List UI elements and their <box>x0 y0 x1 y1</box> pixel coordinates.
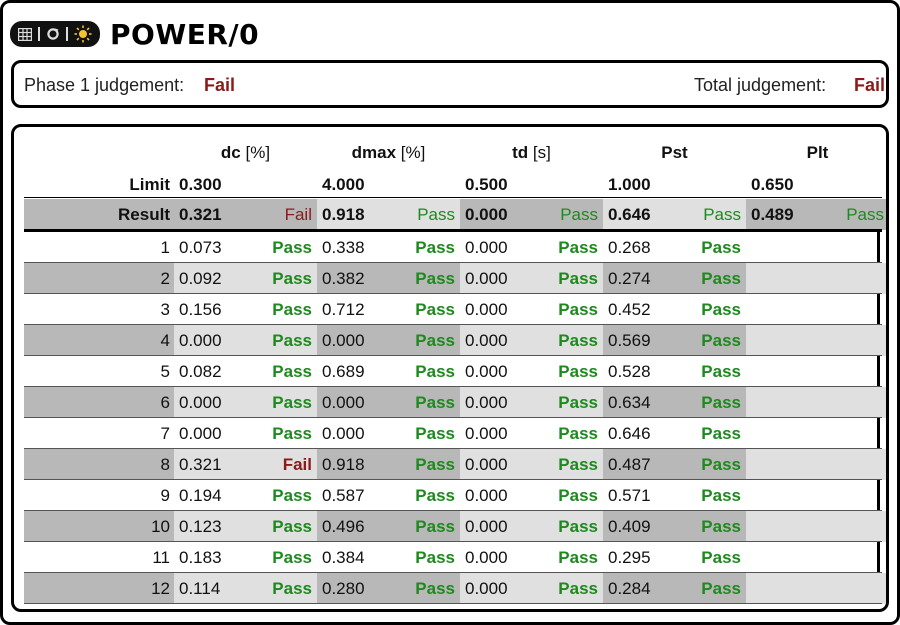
cell-value: 0.321 <box>174 449 317 480</box>
cell-judgement: Pass <box>558 269 598 288</box>
cell-judgement: Pass <box>558 424 598 443</box>
cell-empty <box>746 387 889 418</box>
cell-judgement: Pass <box>701 269 741 288</box>
column-header-unit: [s] <box>528 143 551 162</box>
cell-empty <box>746 232 889 263</box>
cell-value: 0.000 <box>465 300 508 319</box>
table-row <box>24 542 882 573</box>
cell-value: 0.114 <box>174 573 317 604</box>
column-header-name: Pst <box>661 143 688 162</box>
table-row <box>24 418 882 449</box>
limit-row <box>24 169 882 200</box>
cell-value: 0.000 <box>465 548 508 567</box>
table-row <box>24 387 882 418</box>
cell-value: 0.000 <box>174 387 317 418</box>
cell-empty <box>746 356 889 387</box>
header <box>10 14 259 54</box>
cell-judgement: Pass <box>701 579 741 598</box>
table-row <box>24 511 882 542</box>
phase-judgement-label: Phase 1 judgement: <box>24 75 185 95</box>
limit-value: 0.650 <box>751 175 794 194</box>
cell-empty <box>746 449 889 480</box>
cell-judgement: Pass <box>415 579 455 598</box>
cell-judgement: Fail <box>282 455 312 474</box>
cell-judgement: Pass <box>701 362 741 381</box>
table-row <box>24 449 882 480</box>
cell-judgement: Pass <box>701 517 741 536</box>
cell-judgement: Pass <box>558 300 598 319</box>
cell-value: 0.452 <box>608 300 651 319</box>
column-header-plt <box>746 143 889 163</box>
toolbar-separator <box>66 27 68 41</box>
cell-judgement: Pass <box>415 238 455 257</box>
cell-judgement: Pass <box>415 300 455 319</box>
cell-judgement: Pass <box>272 238 312 257</box>
cell-judgement: Pass <box>558 579 598 598</box>
cell-value: 0.569 <box>603 325 746 356</box>
cell-value: 0.528 <box>608 362 651 381</box>
cell-value: 0.689 <box>322 362 365 381</box>
cell-value: 0.183 <box>179 548 222 567</box>
cell-value: 0.000 <box>460 449 603 480</box>
cell-judgement: Pass <box>272 548 312 567</box>
result-judgement: Fail <box>284 205 312 224</box>
cell-judgement: Pass <box>272 517 312 536</box>
cell-value: 0.123 <box>174 511 317 542</box>
cell-value: 0.194 <box>179 486 222 505</box>
table-icon[interactable] <box>18 28 32 41</box>
row-index: 10 <box>24 511 174 542</box>
result-value: 0.489 <box>746 199 889 230</box>
row-index: 12 <box>24 573 174 604</box>
result-row <box>24 199 882 230</box>
refresh-icon[interactable] <box>46 27 60 41</box>
limit-value: 0.300 <box>179 175 222 194</box>
cell-value: 0.000 <box>465 362 508 381</box>
cell-judgement: Pass <box>701 238 741 257</box>
cell-judgement: Pass <box>701 455 741 474</box>
total-judgement-value: Fail <box>854 75 886 95</box>
cell-value: 0.284 <box>603 573 746 604</box>
result-judgement: Pass <box>417 205 455 224</box>
cell-value: 0.384 <box>322 548 365 567</box>
cell-value: 0.000 <box>460 263 603 294</box>
limit-label: Limit <box>129 175 170 194</box>
cell-value: 0.280 <box>317 573 460 604</box>
cell-judgement: Pass <box>415 486 455 505</box>
toolbar-separator <box>38 27 40 41</box>
cell-judgement: Pass <box>558 238 598 257</box>
phase-judgement-value: Fail <box>204 75 236 95</box>
cell-judgement: Pass <box>415 362 455 381</box>
row-index: 7 <box>160 424 170 443</box>
column-header-name: Plt <box>806 143 829 162</box>
cell-value: 0.274 <box>603 263 746 294</box>
table-row <box>24 573 882 604</box>
cell-judgement: Pass <box>272 486 312 505</box>
cell-judgement: Pass <box>701 393 741 412</box>
cell-value: 0.496 <box>317 511 460 542</box>
cell-judgement: Pass <box>415 517 455 536</box>
cell-value: 0.571 <box>608 486 651 505</box>
cell-judgement: Pass <box>701 548 741 567</box>
results-table <box>11 124 889 612</box>
column-header-dc <box>174 143 317 163</box>
cell-value: 0.295 <box>608 548 651 567</box>
result-label: Result <box>24 199 174 230</box>
cell-value: 0.000 <box>465 424 508 443</box>
column-header-td <box>460 143 603 163</box>
cell-judgement: Pass <box>701 300 741 319</box>
row-index: 4 <box>24 325 174 356</box>
cell-value: 0.000 <box>317 325 460 356</box>
divider-line <box>24 197 882 198</box>
cell-judgement: Pass <box>272 424 312 443</box>
cell-judgement: Pass <box>558 393 598 412</box>
cell-judgement: Pass <box>272 362 312 381</box>
row-index: 1 <box>160 238 170 257</box>
cell-judgement: Pass <box>415 424 455 443</box>
cell-empty <box>746 573 889 604</box>
cell-value: 0.918 <box>317 449 460 480</box>
cell-judgement: Pass <box>558 331 598 350</box>
cell-empty <box>746 542 889 573</box>
cell-judgement: Pass <box>415 393 455 412</box>
cell-judgement: Pass <box>272 269 312 288</box>
result-judgement: Pass <box>846 205 884 224</box>
row-index: 3 <box>160 300 170 319</box>
cell-value: 0.000 <box>460 387 603 418</box>
column-header-pst <box>603 143 746 163</box>
row-index: 11 <box>152 548 170 567</box>
row-separator <box>24 603 882 604</box>
table-row <box>24 232 882 263</box>
cell-value: 0.268 <box>608 238 651 257</box>
cell-value: 0.156 <box>179 300 222 319</box>
cell-empty <box>746 418 889 449</box>
cell-value: 0.338 <box>322 238 365 257</box>
result-judgement: Pass <box>560 205 598 224</box>
result-judgement: Pass <box>703 205 741 224</box>
row-index: 9 <box>160 486 170 505</box>
result-value: 0.000 <box>460 199 603 230</box>
cell-value: 0.409 <box>603 511 746 542</box>
cell-value: 0.000 <box>465 238 508 257</box>
row-index: 8 <box>24 449 174 480</box>
cell-judgement: Pass <box>272 579 312 598</box>
cell-judgement: Pass <box>558 517 598 536</box>
cell-judgement: Pass <box>415 455 455 474</box>
cell-value: 0.000 <box>460 325 603 356</box>
light-icon[interactable] <box>74 25 92 43</box>
column-header-unit: [%] <box>396 143 426 162</box>
cell-judgement: Pass <box>558 455 598 474</box>
column-header-name: dc <box>220 143 241 162</box>
cell-judgement: Pass <box>558 486 598 505</box>
column-header-name: td <box>512 143 529 162</box>
judgement-panel <box>11 60 889 108</box>
cell-judgement: Pass <box>558 548 598 567</box>
result-value: 0.321 <box>174 199 317 230</box>
toolbar-pill <box>10 21 100 47</box>
cell-value: 0.000 <box>322 424 365 443</box>
cell-value: 0.000 <box>317 387 460 418</box>
cell-value: 0.634 <box>603 387 746 418</box>
cell-judgement: Pass <box>701 424 741 443</box>
cell-judgement: Pass <box>415 331 455 350</box>
cell-judgement: Pass <box>701 331 741 350</box>
cell-judgement: Pass <box>415 548 455 567</box>
table-row <box>24 480 882 511</box>
cell-judgement: Pass <box>701 486 741 505</box>
cell-value: 0.712 <box>322 300 365 319</box>
cell-judgement: Pass <box>272 331 312 350</box>
table-row <box>24 263 882 294</box>
row-index: 6 <box>24 387 174 418</box>
cell-value: 0.587 <box>322 486 365 505</box>
cell-judgement: Pass <box>272 393 312 412</box>
limit-value: 4.000 <box>322 175 365 194</box>
result-value: 0.918 <box>317 199 460 230</box>
cell-judgement: Pass <box>272 300 312 319</box>
cell-judgement: Pass <box>415 269 455 288</box>
total-judgement-label: Total judgement: <box>694 75 827 95</box>
cell-value: 0.000 <box>174 325 317 356</box>
limit-value: 0.500 <box>465 175 508 194</box>
cell-value: 0.092 <box>174 263 317 294</box>
column-header-name: dmax <box>351 143 397 162</box>
cell-empty <box>746 511 889 542</box>
cell-empty <box>746 325 889 356</box>
cell-empty <box>746 480 889 511</box>
cell-value: 0.000 <box>460 573 603 604</box>
result-value: 0.646 <box>603 199 746 230</box>
row-index: 2 <box>24 263 174 294</box>
cell-value: 0.073 <box>179 238 222 257</box>
cell-value: 0.646 <box>608 424 651 443</box>
cell-value: 0.082 <box>179 362 222 381</box>
cell-value: 0.487 <box>603 449 746 480</box>
cell-judgement: Pass <box>558 362 598 381</box>
column-header-unit: [%] <box>240 143 271 162</box>
page-title: POWER/0 <box>110 17 260 51</box>
cell-empty <box>746 294 889 325</box>
column-header-dmax <box>317 143 460 163</box>
cell-value: 0.000 <box>460 511 603 542</box>
table-row <box>24 325 882 356</box>
cell-value: 0.000 <box>465 486 508 505</box>
row-index: 5 <box>160 362 170 381</box>
cell-empty <box>746 263 889 294</box>
cell-value: 0.382 <box>317 263 460 294</box>
cell-value: 0.000 <box>179 424 222 443</box>
limit-value: 1.000 <box>608 175 651 194</box>
table-row <box>24 356 882 387</box>
table-row <box>24 294 882 325</box>
